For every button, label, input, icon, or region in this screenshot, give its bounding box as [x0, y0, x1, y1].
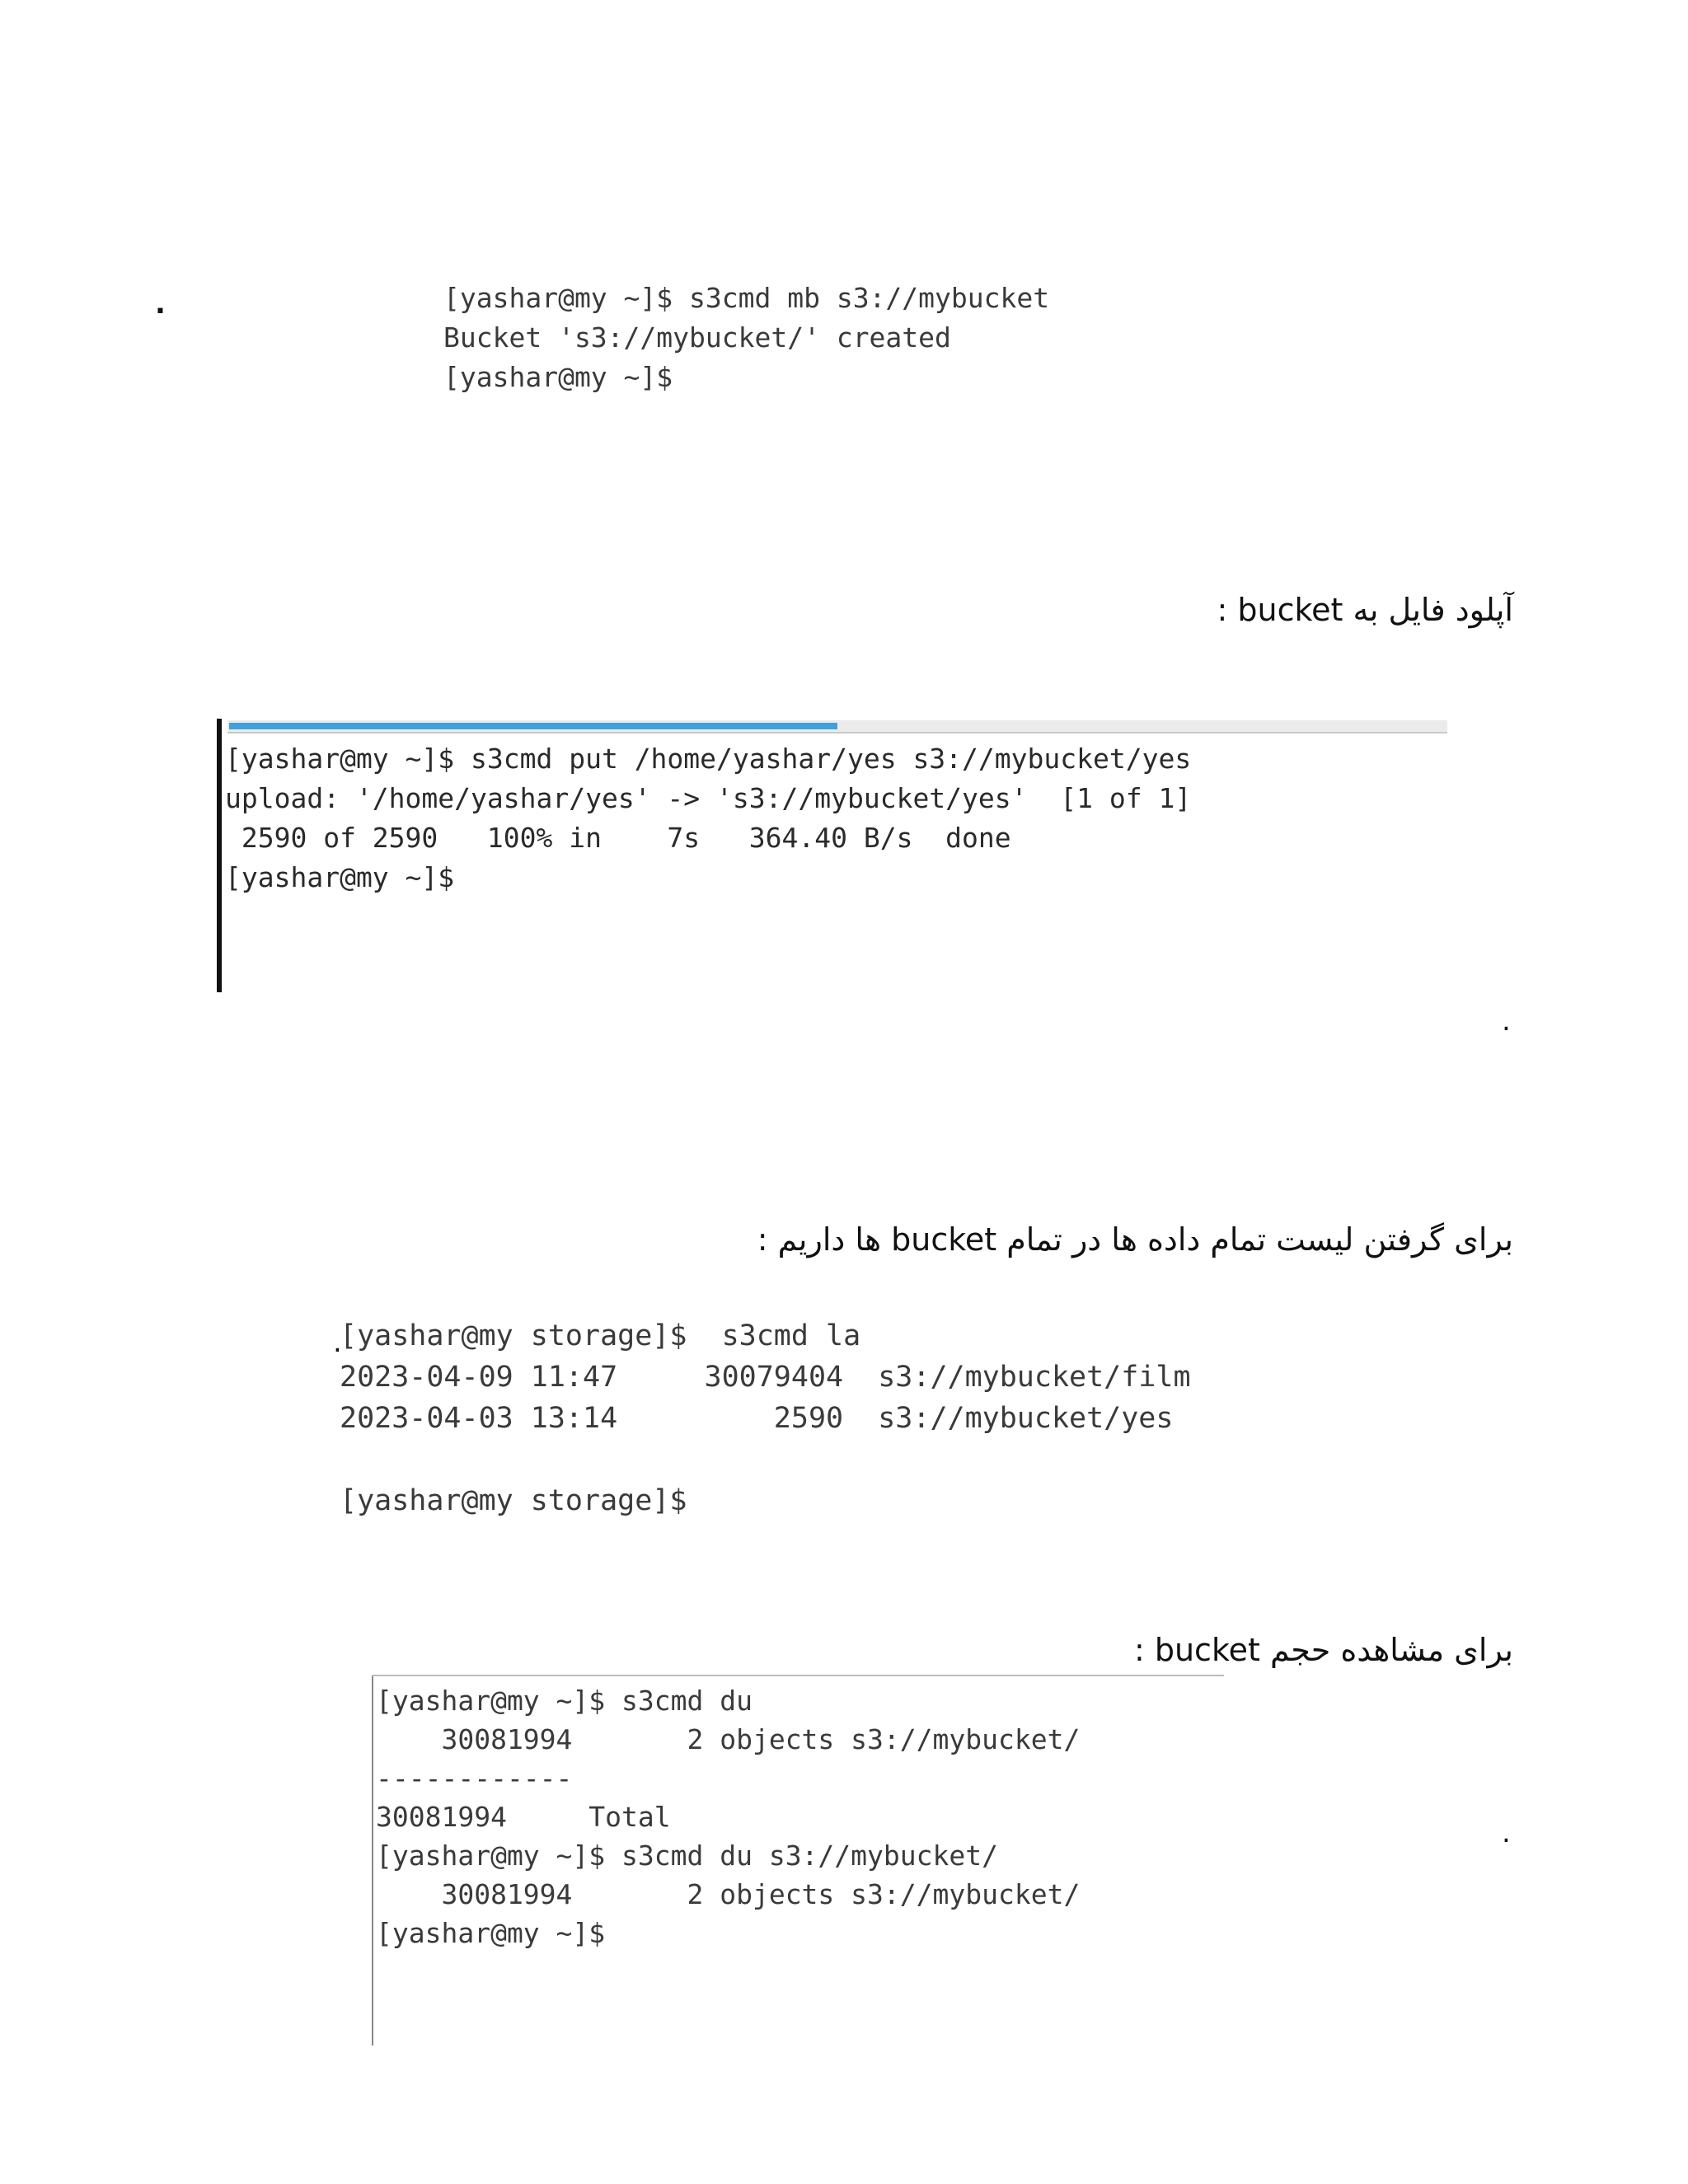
heading-list-all: برای گرفتن لیست تمام داده ها در تمام bucket ها داریم :: [757, 1221, 1513, 1258]
terminal-line: [yashar@my ~]$: [376, 1917, 606, 1949]
heading-upload: آپلود فایل به bucket :: [1217, 592, 1513, 628]
stray-dot-1: .: [155, 288, 166, 321]
terminal-line: [yashar@my ~]$ s3cmd mb s3://mybucket: [443, 282, 1050, 314]
terminal-line: 30081994 2 objects s3://mybucket/: [376, 1723, 1081, 1755]
stray-dot-4: .: [333, 1326, 342, 1359]
terminal-left-border: [372, 1675, 373, 2046]
terminal-line: 2590 of 2590 100% in 7s 364.40 B/s done: [225, 822, 1011, 854]
terminal-line: [yashar@my storage]$ s3cmd la: [340, 1319, 861, 1352]
terminal-line: [yashar@my storage]$: [340, 1484, 687, 1517]
terminal-top-border: [372, 1675, 1224, 1676]
terminal-line: 2023-04-03 13:14 2590 s3://mybucket/yes: [340, 1402, 1174, 1435]
stray-dot-2: .: [1502, 1005, 1511, 1038]
progress-bar: [229, 723, 837, 729]
terminal-line: [yashar@my ~]$: [443, 361, 673, 393]
terminal-line: [yashar@my ~]$: [225, 861, 455, 893]
terminal-left-border: [217, 719, 222, 992]
terminal-line: upload: '/home/yashar/yes' -> 's3://mybucket/yes' [1 of 1]: [225, 782, 1192, 814]
heading-bucket-size: برای مشاهده حجم bucket :: [1133, 1632, 1513, 1668]
terminal-line: [yashar@my ~]$ s3cmd put /home/yashar/yes s3://mybucket/yes: [225, 743, 1192, 775]
terminal-line: [yashar@my ~]$ s3cmd du: [376, 1685, 753, 1717]
terminal-line: 30081994 2 objects s3://mybucket/: [376, 1878, 1081, 1910]
stray-dot-3: .: [1502, 1816, 1511, 1849]
terminal-line: 30081994 Total: [376, 1801, 671, 1833]
terminal-line: 2023-04-09 11:47 30079404 s3://mybucket/film: [340, 1361, 1191, 1394]
terminal-line: Bucket 's3://mybucket/' created: [443, 321, 951, 354]
terminal-line: ------------: [376, 1762, 573, 1794]
terminal-line: [yashar@my ~]$ s3cmd du s3://mybucket/: [376, 1840, 998, 1872]
